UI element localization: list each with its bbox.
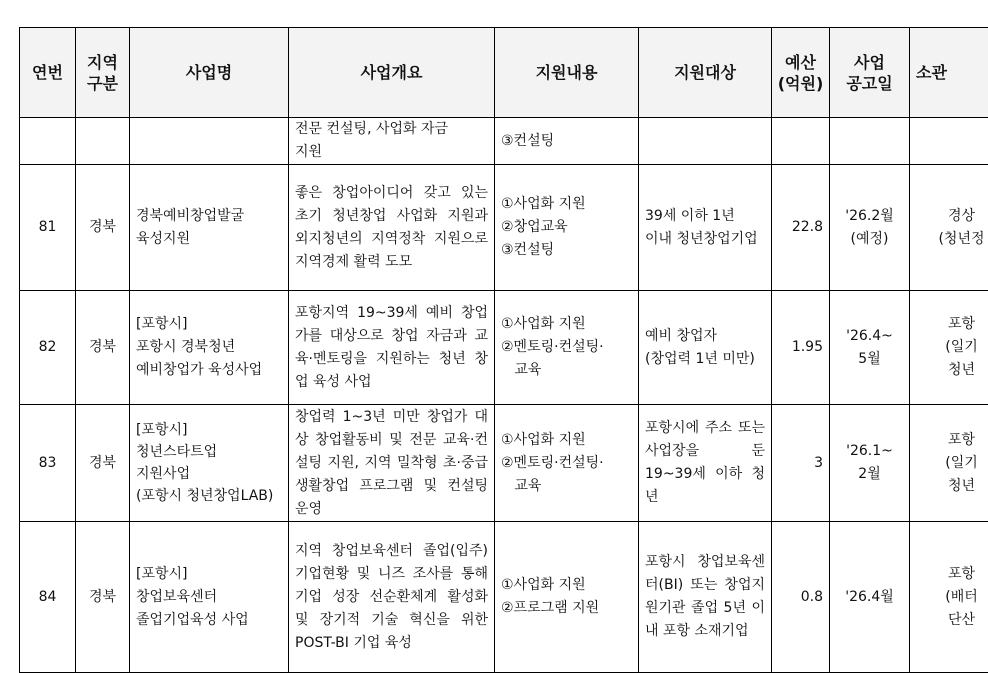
cell-budget: 22.8 bbox=[772, 165, 830, 291]
cell-dept bbox=[910, 118, 988, 165]
startup-support-table bbox=[19, 27, 988, 673]
cell-budget bbox=[772, 118, 830, 165]
cell-support: ①사업화 지원 ②멘토링·컨설팅· 교육 bbox=[495, 405, 639, 522]
cell-notice: '26.4~ 5월 bbox=[830, 291, 910, 405]
cell-summary: 전문 컨설팅, 사업화 자금 지원 bbox=[289, 118, 495, 165]
table-row bbox=[20, 118, 988, 165]
cell-name: 경북예비창업발굴 육성지원 bbox=[130, 165, 289, 291]
cell-dept: 포항 (일기 청년 bbox=[910, 405, 988, 522]
cell-support: ①사업화 지원 ②프로그램 지원 bbox=[495, 522, 639, 673]
header-region: 지역 구분 bbox=[76, 28, 130, 118]
cell-notice: '26.1~ 2월 bbox=[830, 405, 910, 522]
header-summary: 사업개요 bbox=[289, 28, 495, 118]
cell-dept: 포항 (배터 단산 bbox=[910, 522, 988, 673]
cell-target: 포항시 창업보육센터(BI) 또는 창업지원기관 졸업 5년 이내 포항 소재기업 bbox=[639, 522, 772, 673]
cell-notice: '26.2월 (예정) bbox=[830, 165, 910, 291]
cell-summary: 창업력 1~3년 미만 창업가 대상 창업활동비 및 전문 교육·컨설팅 지원, 지역 밀착형 초·중급 생활창업 프로그램 및 컨설팅 운영 bbox=[289, 405, 495, 522]
cell-name: [포항시] 포항시 경북청년 예비창업가 육성사업 bbox=[130, 291, 289, 405]
cell-dept: 포항 (일기 청년 bbox=[910, 291, 988, 405]
header-dept: 소관 bbox=[910, 28, 988, 118]
table-row bbox=[20, 405, 988, 522]
cell-region: 경북 bbox=[76, 291, 130, 405]
cell-summary: 좋은 창업아이디어 갖고 있는 초기 청년창업 사업화 지원과 외지청년의 지역정착 지원으로 지역경제 활력 도모 bbox=[289, 165, 495, 291]
cell-region: 경북 bbox=[76, 405, 130, 522]
cell-support: ①사업화 지원 ②창업교육 ③컨설팅 bbox=[495, 165, 639, 291]
cell-region: 경북 bbox=[76, 165, 130, 291]
cell-support: ③컨설팅 bbox=[495, 118, 639, 165]
cell-dept: 경상 (청년정 bbox=[910, 165, 988, 291]
cell-target: 포항시에 주소 또는 사업장을 둔 19~39세 이하 청년 bbox=[639, 405, 772, 522]
cell-target bbox=[639, 118, 772, 165]
cell-no: 84 bbox=[20, 522, 76, 673]
cell-budget: 1.95 bbox=[772, 291, 830, 405]
cell-budget: 0.8 bbox=[772, 522, 830, 673]
header-notice: 사업 공고일 bbox=[830, 28, 910, 118]
cell-region bbox=[76, 118, 130, 165]
table-row bbox=[20, 291, 988, 405]
table-row bbox=[20, 522, 988, 673]
table-row bbox=[20, 165, 988, 291]
header-row bbox=[20, 28, 988, 118]
header-no: 연번 bbox=[20, 28, 76, 118]
cell-no: 82 bbox=[20, 291, 76, 405]
cell-notice bbox=[830, 118, 910, 165]
cell-region: 경북 bbox=[76, 522, 130, 673]
cell-budget: 3 bbox=[772, 405, 830, 522]
cell-name bbox=[130, 118, 289, 165]
header-budget: 예산 (억원) bbox=[772, 28, 830, 118]
cell-target: 39세 이하 1년 이내 청년창업기업 bbox=[639, 165, 772, 291]
cell-summary: 포항지역 19~39세 예비 창업가를 대상으로 창업 자금과 교육·멘토링을 지원하는 청년 창업 육성 사업 bbox=[289, 291, 495, 405]
cell-no: 81 bbox=[20, 165, 76, 291]
cell-name: [포항시] 청년스타트업 지원사업 (포항시 청년창업LAB) bbox=[130, 405, 289, 522]
header-name: 사업명 bbox=[130, 28, 289, 118]
cell-no: 83 bbox=[20, 405, 76, 522]
header-support: 지원내용 bbox=[495, 28, 639, 118]
cell-name: [포항시] 창업보육센터 졸업기업육성 사업 bbox=[130, 522, 289, 673]
cell-no bbox=[20, 118, 76, 165]
cell-summary: 지역 창업보육센터 졸업(입주)기업현황 및 니즈 조사를 통해 기업 성장 선순환체계 활성화 및 장기적 기술 혁신을 위한 POST-BI 기업 육성 bbox=[289, 522, 495, 673]
cell-target: 예비 창업자 (창업력 1년 미만) bbox=[639, 291, 772, 405]
cell-notice: '26.4월 bbox=[830, 522, 910, 673]
header-target: 지원대상 bbox=[639, 28, 772, 118]
cell-support: ①사업화 지원 ②멘토링·컨설팅· 교육 bbox=[495, 291, 639, 405]
